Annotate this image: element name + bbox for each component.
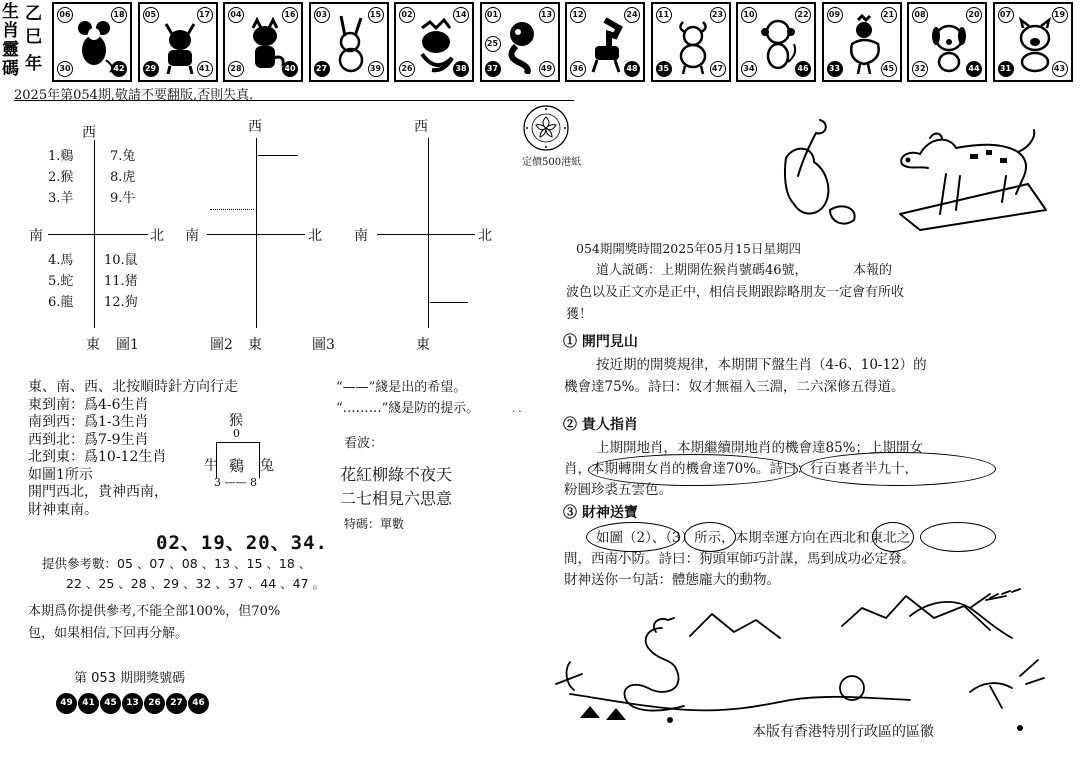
pig-icon bbox=[1013, 14, 1057, 74]
mini-center: 鷄 bbox=[229, 457, 245, 475]
compass-axis-horizontal bbox=[48, 234, 148, 235]
zodiac-number: 38 bbox=[453, 61, 469, 77]
zodiac-cell bbox=[993, 2, 1073, 82]
compass-axis-horizontal bbox=[207, 234, 305, 235]
figure-label: 圖3 bbox=[312, 337, 335, 353]
rooster-icon bbox=[842, 14, 886, 74]
south-label: 南 bbox=[29, 228, 43, 244]
zodiac-group-tl bbox=[48, 146, 73, 209]
hand-drawn-ellipse bbox=[586, 522, 680, 552]
draw-ball: 27 bbox=[166, 693, 187, 714]
zodiac-number: 06 bbox=[57, 7, 73, 23]
north-label: 北 bbox=[150, 228, 164, 244]
hand-drawn-ellipse bbox=[588, 454, 798, 486]
disclaimer: 包，如果相信,下回再分解。 bbox=[28, 626, 189, 641]
dotted-hint-line bbox=[210, 209, 254, 210]
main-numbers: 02、19、20、34. bbox=[156, 532, 328, 554]
mini-bottom: 3 —— 8 bbox=[214, 476, 257, 489]
poem-line: 二七相見六思意 bbox=[340, 489, 453, 508]
zodiac-item: 5.蛇 bbox=[48, 274, 74, 289]
zodiac-number: 01 bbox=[485, 7, 501, 23]
zodiac-number: 45 bbox=[881, 61, 897, 77]
zodiac-number: 37 bbox=[485, 61, 501, 77]
footer-note: 本版有香港特別行政區的區徽 bbox=[752, 724, 934, 740]
year-char: 巳 bbox=[25, 27, 42, 47]
zodiac-number: 36 bbox=[570, 61, 586, 77]
zodiac-group-tr bbox=[110, 146, 135, 209]
section-body: 肖，本期轉開女肖的機會達70%。詩曰：行百裏者半九十， bbox=[564, 461, 919, 477]
zodiac-cell bbox=[651, 2, 731, 82]
draw-time: 054期開獎時間2025年05月15日星期四 bbox=[576, 241, 801, 256]
legend-dotted: “………”綫是防的提示。 bbox=[336, 401, 480, 416]
zodiac-strip bbox=[0, 0, 1080, 84]
ox-icon bbox=[158, 14, 202, 74]
zodiac-item: 1.鷄 bbox=[48, 149, 74, 164]
west-label: 西 bbox=[414, 119, 428, 135]
zodiac-cell bbox=[223, 2, 303, 82]
zodiac-number: 32 bbox=[912, 61, 928, 77]
zodiac-number: 44 bbox=[966, 61, 982, 77]
horse-icon bbox=[585, 14, 629, 74]
zodiac-number: 04 bbox=[228, 7, 244, 23]
year-char: 乙 bbox=[25, 4, 42, 24]
zodiac-number: 16 bbox=[282, 7, 298, 23]
section-body: 機會達75%。詩曰：奴才無福入三淵，二六深修五得道。 bbox=[564, 379, 905, 395]
east-label: 東 bbox=[248, 337, 262, 353]
zodiac-number: 39 bbox=[368, 61, 384, 77]
issue-line: 2025年第054期,敬請不要翻版,否則失真. bbox=[14, 88, 254, 103]
zodiac-item: 12.狗 bbox=[104, 295, 138, 310]
section-body: 按近期的開獎規律，本期開下盤生肖（4-6、10-12）的 bbox=[596, 357, 927, 373]
strip-title bbox=[0, 0, 48, 84]
figure-label: 圖2 bbox=[210, 337, 233, 353]
zodiac-number: 14 bbox=[453, 7, 469, 23]
hand-drawn-ellipse bbox=[684, 522, 736, 552]
kanbo-label: 看波： bbox=[344, 436, 384, 451]
zodiac-number: 49 bbox=[539, 61, 555, 77]
east-label: 東 bbox=[86, 337, 100, 353]
zodiac-number: 26 bbox=[399, 61, 415, 77]
zodiac-number: 23 bbox=[710, 7, 726, 23]
zodiac-number: 03 bbox=[314, 7, 330, 23]
draw-ball: 49 bbox=[56, 693, 77, 714]
zodiac-cell bbox=[309, 2, 389, 82]
mini-right: 兔 bbox=[260, 458, 274, 474]
rule-line: 財神東南。 bbox=[28, 501, 98, 518]
zodiac-number: 11 bbox=[656, 7, 672, 23]
rule-line: 開門西北，貴神西南， bbox=[28, 484, 168, 500]
zodiac-cell bbox=[565, 2, 645, 82]
section-title: ③ 財神送寶 bbox=[563, 505, 638, 521]
zodiac-number: 28 bbox=[228, 61, 244, 77]
zodiac-cell bbox=[138, 2, 218, 82]
draw-ball: 46 bbox=[188, 693, 209, 714]
hand-drawn-ellipse bbox=[872, 522, 914, 552]
zodiac-group-bl bbox=[48, 250, 73, 313]
east-label: 東 bbox=[416, 337, 430, 353]
zodiac-number: 40 bbox=[282, 61, 298, 77]
zodiac-item: 3.羊 bbox=[48, 191, 74, 206]
title-char: 肖 bbox=[2, 21, 19, 41]
zodiac-number: 24 bbox=[624, 7, 640, 23]
snake-icon bbox=[500, 14, 544, 74]
zodiac-number: 46 bbox=[795, 61, 811, 77]
monkey-icon bbox=[756, 14, 800, 74]
zodiac-number: 21 bbox=[881, 7, 897, 23]
west-label: 西 bbox=[248, 119, 262, 135]
south-label: 南 bbox=[354, 228, 368, 244]
zodiac-number: 31 bbox=[998, 61, 1014, 77]
dog-illustration bbox=[780, 118, 1052, 238]
zodiac-number: 29 bbox=[143, 61, 159, 77]
dot-marks: . . bbox=[512, 404, 522, 415]
zodiac-number: 48 bbox=[624, 61, 640, 77]
zodiac-cell bbox=[480, 2, 560, 82]
zodiac-item: 8.虎 bbox=[110, 170, 136, 185]
section-body: 如圖（2）、（3）所示，本期幸運方向在西北和東北之 bbox=[596, 530, 911, 546]
direction-rules bbox=[28, 379, 238, 519]
hand-drawn-ellipse bbox=[800, 452, 996, 486]
compass-axis-vertical bbox=[428, 138, 429, 328]
zodiac-number: 41 bbox=[197, 61, 213, 77]
zodiac-number: 10 bbox=[741, 7, 757, 23]
zodiac-cell bbox=[394, 2, 474, 82]
section-body: 財神送你一句話：體態龐大的動物。 bbox=[564, 572, 780, 588]
zodiac-number: 02 bbox=[399, 7, 415, 23]
solid-hint-line bbox=[258, 155, 298, 156]
zodiac-item: 7.兔 bbox=[110, 149, 136, 164]
zodiac-number: 34 bbox=[741, 61, 757, 77]
zodiac-number: 20 bbox=[966, 7, 982, 23]
zodiac-number: 22 bbox=[795, 7, 811, 23]
rule-line: 東到南：爲4-6生肖 bbox=[28, 396, 149, 413]
zodiac-number: 07 bbox=[998, 7, 1014, 23]
zodiac-number: 27 bbox=[314, 61, 330, 77]
zodiac-number: 33 bbox=[827, 61, 843, 77]
figure-label: 圖1 bbox=[116, 337, 139, 353]
compass-axis-vertical bbox=[256, 138, 257, 328]
zodiac-number: 17 bbox=[197, 7, 213, 23]
intro-line: 道人説碼：上期開佐猴肖號碼46號， 本報的 bbox=[596, 263, 893, 278]
zodiac-item: 2.猴 bbox=[48, 170, 74, 185]
compass-axis-horizontal bbox=[377, 234, 475, 235]
divider bbox=[14, 100, 574, 101]
mini-top-num: 0 bbox=[233, 427, 240, 440]
zodiac-number: 09 bbox=[827, 7, 843, 23]
draw-ball: 45 bbox=[100, 693, 121, 714]
zodiac-number: 18 bbox=[111, 7, 127, 23]
title-char: 碼 bbox=[2, 59, 19, 79]
hk-emblem-icon bbox=[522, 104, 570, 152]
zodiac-item: 6.龍 bbox=[48, 295, 74, 310]
south-label: 南 bbox=[185, 228, 199, 244]
disclaimer: 本期爲你提供參考,不能全部100%，但70% bbox=[28, 604, 281, 619]
rule-line: 如圖1所示 bbox=[28, 466, 93, 483]
rule-line: 南到西：爲1-3生肖 bbox=[28, 414, 149, 430]
zodiac-number: 42 bbox=[111, 61, 127, 77]
zodiac-number: 05 bbox=[143, 7, 159, 23]
rabbit-icon bbox=[329, 14, 373, 74]
title-char: 生 bbox=[2, 2, 19, 22]
goat-icon bbox=[671, 14, 715, 74]
zodiac-number: 08 bbox=[912, 7, 928, 23]
draw-ball: 41 bbox=[78, 693, 99, 714]
zodiac-group-br bbox=[104, 250, 138, 313]
dragon-icon bbox=[414, 14, 458, 74]
special-code: 特碼：單數 bbox=[344, 517, 405, 531]
zodiac-cell bbox=[52, 2, 132, 82]
zodiac-number: 43 bbox=[1052, 61, 1068, 77]
rule-line: 西到北：爲7-9生肖 bbox=[28, 431, 149, 448]
zodiac-number: 47 bbox=[710, 61, 726, 77]
hand-drawn-ellipse bbox=[920, 522, 996, 552]
year-char: 年 bbox=[25, 54, 42, 74]
title-char: 靈 bbox=[2, 40, 19, 60]
snake-landscape-illustration bbox=[550, 588, 1050, 738]
zodiac-number: 15 bbox=[368, 7, 384, 23]
previous-draw-label: 第 053 期開獎號碼 bbox=[74, 671, 186, 686]
rule-line: 北到東：爲10-12生肖 bbox=[28, 449, 167, 465]
zodiac-item: 9.牛 bbox=[110, 191, 136, 206]
zodiac-number: 25 bbox=[485, 36, 501, 52]
section-title: ② 貴人指肖 bbox=[563, 417, 638, 433]
reference-numbers: 提供參考數：05 、07 、08 、13 、15 、18 、 bbox=[42, 556, 312, 571]
west-label: 西 bbox=[82, 125, 96, 141]
solid-hint-line bbox=[430, 302, 468, 303]
mini-left: 牛 bbox=[204, 458, 218, 474]
section-body: 上期開地肖，本期繼續開地肖的機會達85%；上期開女 bbox=[596, 440, 924, 456]
section-body: 粉圓珍裘五雲色。 bbox=[564, 482, 672, 498]
zodiac-cell bbox=[822, 2, 902, 82]
zodiac-number: 12 bbox=[570, 7, 586, 23]
north-label: 北 bbox=[308, 228, 322, 244]
price-label: 定價500港紙 bbox=[522, 157, 582, 168]
zodiac-number: 30 bbox=[57, 61, 73, 77]
rule-line: 東、南、西、北按順時針方向行走 bbox=[28, 379, 238, 395]
mini-top: 猴 bbox=[229, 413, 243, 429]
zodiac-number: 19 bbox=[1052, 7, 1068, 23]
section-body: 間，西南小防。詩曰：狗頭軍師巧計謀，馬到成功必定發。 bbox=[564, 551, 915, 567]
zodiac-item: 10.鼠 bbox=[104, 253, 138, 268]
zodiac-cell bbox=[907, 2, 987, 82]
section-title: ① 開門見山 bbox=[563, 334, 638, 350]
north-label: 北 bbox=[478, 228, 492, 244]
draw-ball: 13 bbox=[122, 693, 143, 714]
tiger-icon bbox=[243, 14, 287, 74]
intro-line: 獲！ bbox=[566, 307, 593, 322]
zodiac-number: 13 bbox=[539, 7, 555, 23]
dog-icon bbox=[927, 14, 971, 74]
zodiac-item: 11.猪 bbox=[104, 274, 138, 289]
intro-line: 波色以及正文亦是正中，相信長期跟踪略朋友一定會有所收 bbox=[566, 285, 905, 300]
legend-solid: “——”綫是出的希望。 bbox=[336, 380, 467, 395]
poem-line: 花紅柳綠不夜天 bbox=[340, 465, 453, 484]
zodiac-cell bbox=[736, 2, 816, 82]
zodiac-item: 4.馬 bbox=[48, 253, 74, 268]
reference-numbers: 22 、25 、28 、29 、32 、37 、44 、47 。 bbox=[66, 576, 326, 591]
zodiac-number: 35 bbox=[656, 61, 672, 77]
draw-ball: 26 bbox=[144, 693, 165, 714]
rat-icon bbox=[72, 14, 116, 74]
